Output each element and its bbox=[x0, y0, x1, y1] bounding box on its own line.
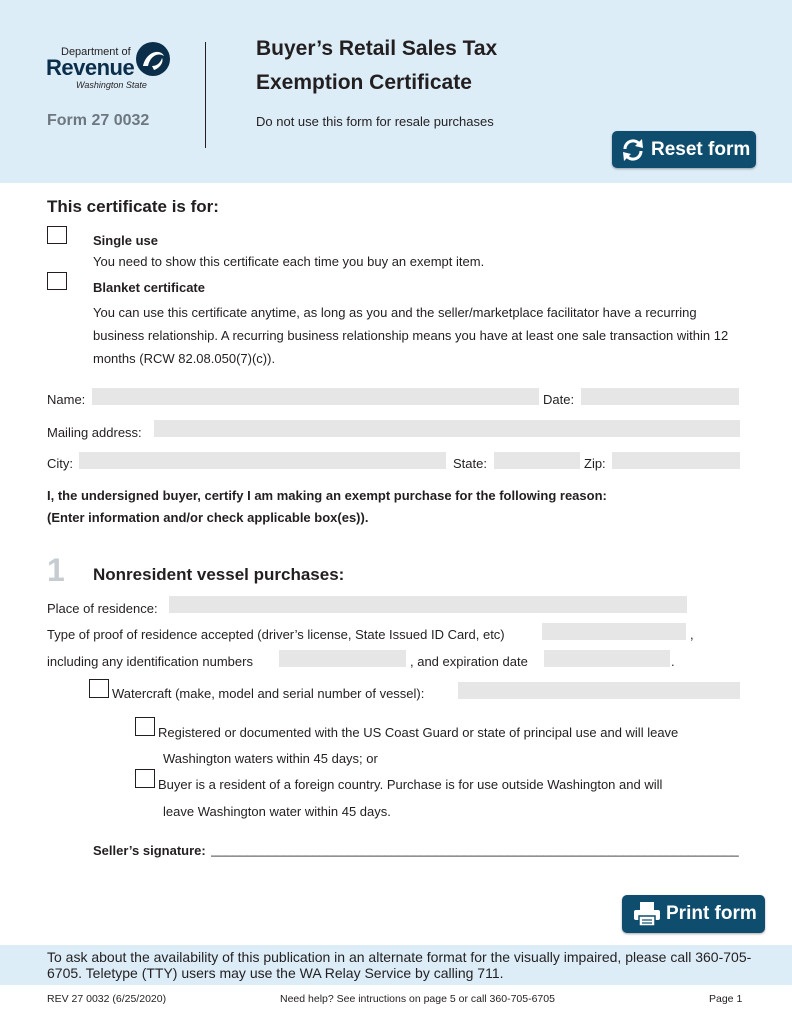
printer-icon bbox=[632, 900, 662, 928]
page-subtitle: Do not use this form for resale purchases bbox=[256, 114, 494, 129]
blanket-checkbox[interactable] bbox=[47, 272, 67, 290]
residence-input[interactable] bbox=[169, 596, 687, 613]
title-line-1: Buyer’s Retail Sales Tax bbox=[256, 37, 498, 60]
coast-guard-label-line-2: Washington waters within 45 days; or bbox=[163, 751, 378, 766]
watercraft-input[interactable] bbox=[458, 682, 740, 699]
id-numbers-label: including any identification numbers bbox=[47, 654, 253, 669]
certify-instructions: (Enter information and/or check applicable box(es)). bbox=[47, 510, 369, 525]
single-use-label: Single use bbox=[93, 233, 159, 248]
coast-guard-checkbox[interactable] bbox=[135, 717, 155, 736]
expiration-input[interactable] bbox=[544, 650, 670, 667]
city-label: City: bbox=[47, 456, 73, 471]
mailing-address-label: Mailing address: bbox=[47, 425, 142, 440]
logo-state-text: Washington State bbox=[76, 80, 147, 90]
dor-logo bbox=[46, 40, 176, 94]
residence-label: Place of residence: bbox=[47, 601, 158, 616]
section-number: 1 bbox=[47, 552, 65, 588]
watercraft-label: Watercraft (make, model and serial number of vessel): bbox=[112, 686, 425, 701]
form-number: Form 27 0032 bbox=[47, 112, 150, 129]
mailing-address-input[interactable] bbox=[154, 420, 740, 437]
watercraft-checkbox[interactable] bbox=[89, 679, 109, 698]
revision-code: REV 27 0032 (6/25/2020) bbox=[47, 993, 167, 1005]
foreign-resident-label-line-1: Buyer is a resident of a foreign country. Purchase is for use outside Washington and will bbox=[158, 777, 663, 792]
refresh-icon bbox=[619, 136, 647, 164]
page-title bbox=[256, 32, 497, 100]
name-label: Name: bbox=[47, 392, 86, 407]
section-heading: Nonresident vessel purchases: bbox=[93, 565, 345, 584]
logo-dept-text: Department of bbox=[61, 46, 131, 58]
proof-input[interactable] bbox=[542, 623, 686, 640]
date-label: Date: bbox=[543, 392, 575, 407]
print-form-button[interactable] bbox=[622, 895, 765, 933]
single-use-checkbox[interactable] bbox=[47, 226, 67, 244]
logo-revenue-text: Revenue bbox=[46, 55, 135, 80]
logo-emblem-icon bbox=[134, 40, 172, 78]
reset-form-label: Reset form bbox=[651, 138, 751, 160]
zip-input[interactable] bbox=[612, 452, 740, 469]
foreign-resident-checkbox[interactable] bbox=[135, 769, 155, 788]
expiration-label: , and expiration date bbox=[410, 654, 528, 669]
seller-signature-label: Seller’s signature: bbox=[93, 843, 206, 858]
certificate-heading: This certificate is for: bbox=[47, 197, 219, 216]
date-input[interactable] bbox=[581, 388, 739, 405]
header-divider bbox=[205, 42, 206, 148]
help-text: Need help? See intructions on page 5 or call 360-705-6705 bbox=[280, 993, 555, 1005]
coast-guard-label-line-1: Registered or documented with the US Coast Guard or state of principal use and will leave bbox=[158, 725, 679, 740]
state-label: State: bbox=[453, 456, 487, 471]
name-input[interactable] bbox=[92, 388, 539, 405]
expiration-period: . bbox=[671, 654, 675, 669]
foreign-resident-label-line-2: leave Washington water within 45 days. bbox=[163, 804, 391, 819]
print-form-label: Print form bbox=[666, 903, 757, 924]
zip-label: Zip: bbox=[584, 456, 606, 471]
reset-form-button[interactable] bbox=[612, 131, 756, 168]
certify-statement: I, the undersigned buyer, certify I am making an exempt purchase for the following reason: bbox=[47, 488, 607, 503]
seller-signature-line[interactable]: _________________________________________________________________________ bbox=[211, 842, 739, 857]
single-use-description: You need to show this certificate each time you buy an exempt item. bbox=[93, 254, 485, 269]
proof-label: Type of proof of residence accepted (driver’s license, State Issued ID Card, etc) bbox=[47, 627, 505, 642]
blanket-label: Blanket certificate bbox=[93, 280, 205, 295]
city-input[interactable] bbox=[79, 452, 446, 469]
proof-comma: , bbox=[690, 627, 694, 642]
state-input[interactable] bbox=[494, 452, 580, 469]
id-numbers-input[interactable] bbox=[279, 650, 406, 667]
blanket-description: You can use this certificate anytime, as long as you and the seller/marketplace facilitator have a recurring business relationship. A recurring business relationship means you have at least one sale transaction within 12 months (RCW 82.08.050(7)(c)). bbox=[93, 305, 729, 366]
accessibility-notice: To ask about the availability of this publication in an alternate format for the visually impaired, please call 360-705-6705. Teletype (TTY) users may use the WA Relay Service by calling 711. bbox=[47, 949, 752, 981]
title-line-2: Exemption Certificate bbox=[256, 71, 472, 94]
page-number: Page 1 bbox=[709, 993, 743, 1005]
